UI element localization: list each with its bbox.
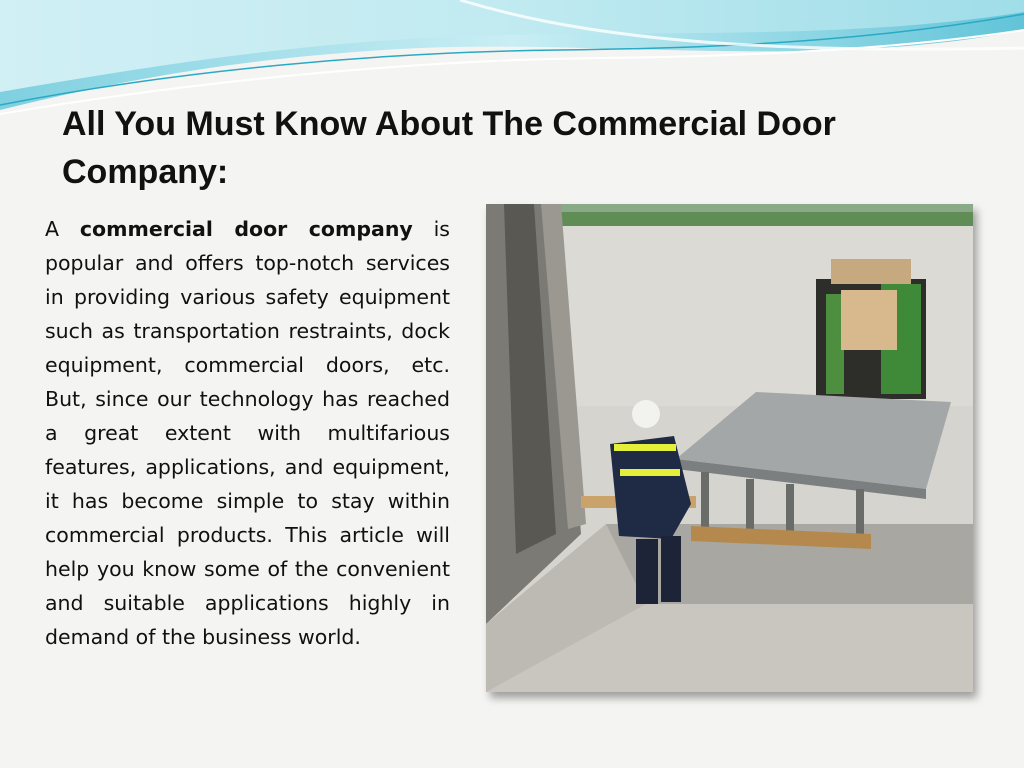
slide-title: All You Must Know About The Commercial Door Company: [62,105,836,191]
loading-dock-photo [486,204,973,692]
body-text: is popular and offers top-notch services in providing various safety equipment such as transportation restraints, dock equipment, commercial doors, etc. But, since our technology has reached a great extent with multifarious features, applications, and equipment, it has become simple to stay within commercial products. This article will help you know some of the convenient and suitable applications highly in demand of the business world. [45,217,450,649]
body-lead: A [45,217,80,241]
loading-dock-illustration [486,204,973,692]
body-paragraph [45,212,450,654]
body-bold-term: commercial door company [79,217,413,241]
